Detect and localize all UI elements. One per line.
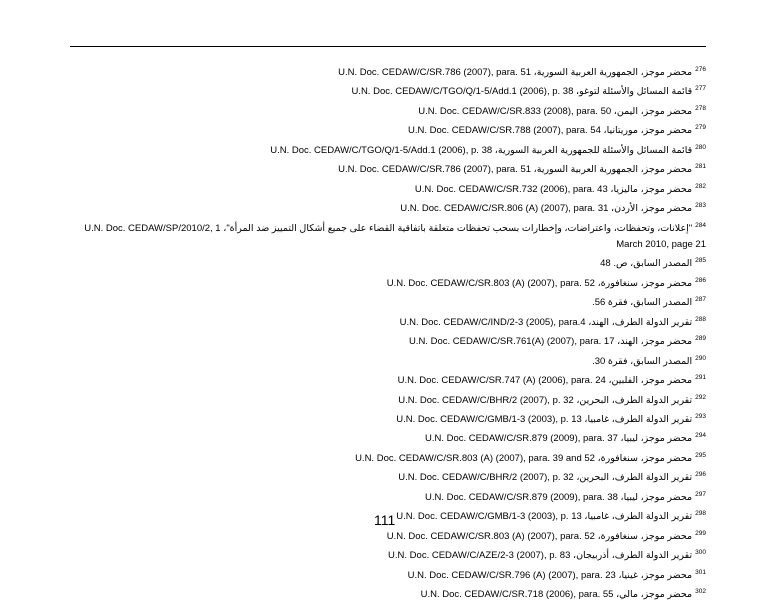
footnote bbox=[60, 351, 706, 370]
footnote-text: المصدر السابق، فقرة 30. bbox=[592, 355, 693, 367]
footnote bbox=[60, 409, 706, 428]
footnote bbox=[60, 526, 706, 545]
footnote-text: قائمة المسائل والأسئلة للجمهورية العربية السورية، U.N. Doc. CEDAW/C/TGO/Q/1-5/Add.1 (2006), p. 38 bbox=[270, 144, 693, 156]
footnote-text: "إعلانات، وتحفظات، واعتراضات، وإخطارات بسحب تحفظات متعلقة باتفاقية القضاء على جميع أشكال التمييز ضد المرأة"، U.N. Doc. CEDAW/SP/2010/2, 1 March 2010, page 21 bbox=[84, 222, 706, 251]
footnote-text: محضر موجز، الفلبين، U.N. Doc. CEDAW/C/SR.747 (A) (2006), para. 24 bbox=[397, 375, 693, 387]
footnote-number: 300 bbox=[695, 549, 706, 557]
footnote-text: محضر موجز، مالي، U.N. Doc. CEDAW/C/SR.718 (2006), para. 55 bbox=[420, 589, 693, 601]
footnote bbox=[60, 159, 706, 178]
footnote bbox=[60, 390, 706, 409]
footnote-text: محضر موجز، غينيا، U.N. Doc. CEDAW/C/SR.796 (A) (2007), para. 23 bbox=[407, 569, 693, 581]
footnote bbox=[60, 428, 706, 447]
footnote bbox=[60, 487, 706, 506]
footnote bbox=[60, 81, 706, 100]
footnote-text: تقرير الدولة الطرف، غامبيا، U.N. Doc. CEDAW/C/GMB/1-3 (2003), p. 13 bbox=[396, 511, 693, 523]
footnote-text: تقرير الدولة الطرف، البحرين، U.N. Doc. CEDAW/C/BHR/2 (2007), p. 32 bbox=[398, 394, 693, 406]
footnote-text: محضر موجز، سنغافورة، U.N. Doc. CEDAW/C/SR.803 (A) (2007), para. 52 bbox=[386, 277, 693, 289]
footnote-number: 290 bbox=[695, 354, 706, 362]
footnote bbox=[60, 120, 706, 139]
footnote bbox=[60, 448, 706, 467]
footnote bbox=[60, 198, 706, 217]
footnote-number: 297 bbox=[695, 490, 706, 498]
page-number: 111 bbox=[374, 512, 396, 528]
footnote-number: 289 bbox=[695, 335, 706, 343]
footnote bbox=[60, 331, 706, 350]
footnote-text: محضر موجز، اليمن، U.N. Doc. CEDAW/C/SR.833 (2008), para. 50 bbox=[418, 106, 693, 118]
footnote-text: محضر موجز، الأردن، U.N. Doc. CEDAW/C/SR.806 (A) (2007), para. 31 bbox=[400, 203, 693, 215]
footnote-number: 285 bbox=[695, 257, 706, 265]
footnote bbox=[60, 218, 706, 254]
footnote-number: 282 bbox=[695, 182, 706, 190]
footnote bbox=[60, 101, 706, 120]
footnote-text: تقرير الدولة الطرف، أذربيجان، U.N. Doc. CEDAW/C/AZE/2-3 (2007), p. 83 bbox=[388, 550, 693, 562]
footnote-number: 302 bbox=[695, 588, 706, 596]
footnote-text: تقرير الدولة الطرف، الهند، U.N. Doc. CEDAW/C/IND/2-3 (2005), para.4 bbox=[399, 316, 693, 328]
footnote-number: 294 bbox=[695, 432, 706, 440]
footnote-text: تقرير الدولة الطرف، غامبيا، U.N. Doc. CEDAW/C/GMB/1-3 (2003), p. 13 bbox=[396, 414, 693, 426]
footnote bbox=[60, 565, 706, 584]
footnote-text: محضر موجز، ليبيا، U.N. Doc. CEDAW/C/SR.879 (2009), para. 37 bbox=[424, 433, 693, 445]
footnote bbox=[60, 467, 706, 486]
footnote-text: قائمة المسائل والأسئلة لتوغو، U.N. Doc. CEDAW/C/TGO/Q/1-5/Add.1 (2006), p. 38 bbox=[351, 86, 693, 98]
footnote-number: 293 bbox=[695, 413, 706, 420]
footnote-number: 286 bbox=[695, 276, 706, 284]
footnote bbox=[60, 584, 706, 603]
footnote-number: 279 bbox=[695, 124, 706, 132]
footnote-text: محضر موجز، الجمهورية العربية السورية، U.N. Doc. CEDAW/C/SR.786 (2007), para. 51 bbox=[338, 164, 693, 176]
footnote-text: محضر موجز، الجمهورية العربية السورية، U.N. Doc. CEDAW/C/SR.786 (2007), para. 51 bbox=[338, 67, 693, 79]
footnote-text: محضر موجز، سنغافورة، U.N. Doc. CEDAW/C/SR.803 (A) (2007), para. 52 bbox=[386, 530, 693, 542]
footnote-text: محضر موجز، الهند، U.N. Doc. CEDAW/C/SR.761(A) (2007), para. 17 bbox=[408, 336, 693, 348]
footnote bbox=[60, 370, 706, 389]
footnote-number: 278 bbox=[695, 104, 706, 112]
footnote-separator bbox=[70, 46, 706, 47]
footnote-number: 296 bbox=[695, 471, 706, 479]
footnote-number: 287 bbox=[695, 296, 706, 304]
footnote bbox=[60, 312, 706, 331]
footnote-text: محضر موجز، سنغافورة، U.N. Doc. CEDAW/C/SR.803 (A) (2007), para. 39 and 52 bbox=[355, 453, 693, 465]
footnote-text: محضر موجز، ليبيا، U.N. Doc. CEDAW/C/SR.879 (2009), para. 38 bbox=[424, 491, 693, 503]
footnote-number: 299 bbox=[695, 529, 706, 537]
footnote-number: 292 bbox=[695, 393, 706, 401]
footnote-number: 283 bbox=[695, 202, 706, 210]
footnote-text: المصدر السابق، ص. 48 bbox=[600, 258, 693, 270]
footnote-text: تقرير الدولة الطرف، البحرين، U.N. Doc. CEDAW/C/BHR/2 (2007), p. 32 bbox=[398, 472, 693, 484]
footnote-number: 280 bbox=[695, 143, 706, 151]
footnote bbox=[60, 179, 706, 198]
footnote-number: 295 bbox=[695, 451, 706, 459]
footnote-text: محضر موجز، ماليزيا، U.N. Doc. CEDAW/C/SR.732 (2006), para. 43 bbox=[414, 183, 693, 195]
footnote bbox=[60, 273, 706, 292]
footnote-number: 301 bbox=[695, 568, 706, 576]
footnote bbox=[60, 545, 706, 564]
footnote-text: محضر موجز، موريتانيا، U.N. Doc. CEDAW/C/SR.788 (2007), para. 54 bbox=[407, 125, 693, 137]
footnote-number: 276 bbox=[695, 66, 706, 73]
footnote bbox=[60, 62, 706, 81]
footnote-number: 281 bbox=[695, 163, 706, 171]
footnote-number: 288 bbox=[695, 315, 706, 323]
footnote-number: 298 bbox=[695, 510, 706, 518]
footnote-number: 291 bbox=[695, 374, 706, 382]
footnote-text: المصدر السابق، فقرة 56. bbox=[592, 297, 693, 309]
footnote bbox=[60, 253, 706, 272]
footnote bbox=[60, 140, 706, 159]
footnote-number: 277 bbox=[695, 85, 706, 93]
footnote-number: 284 bbox=[695, 221, 706, 229]
footnote bbox=[60, 292, 706, 311]
